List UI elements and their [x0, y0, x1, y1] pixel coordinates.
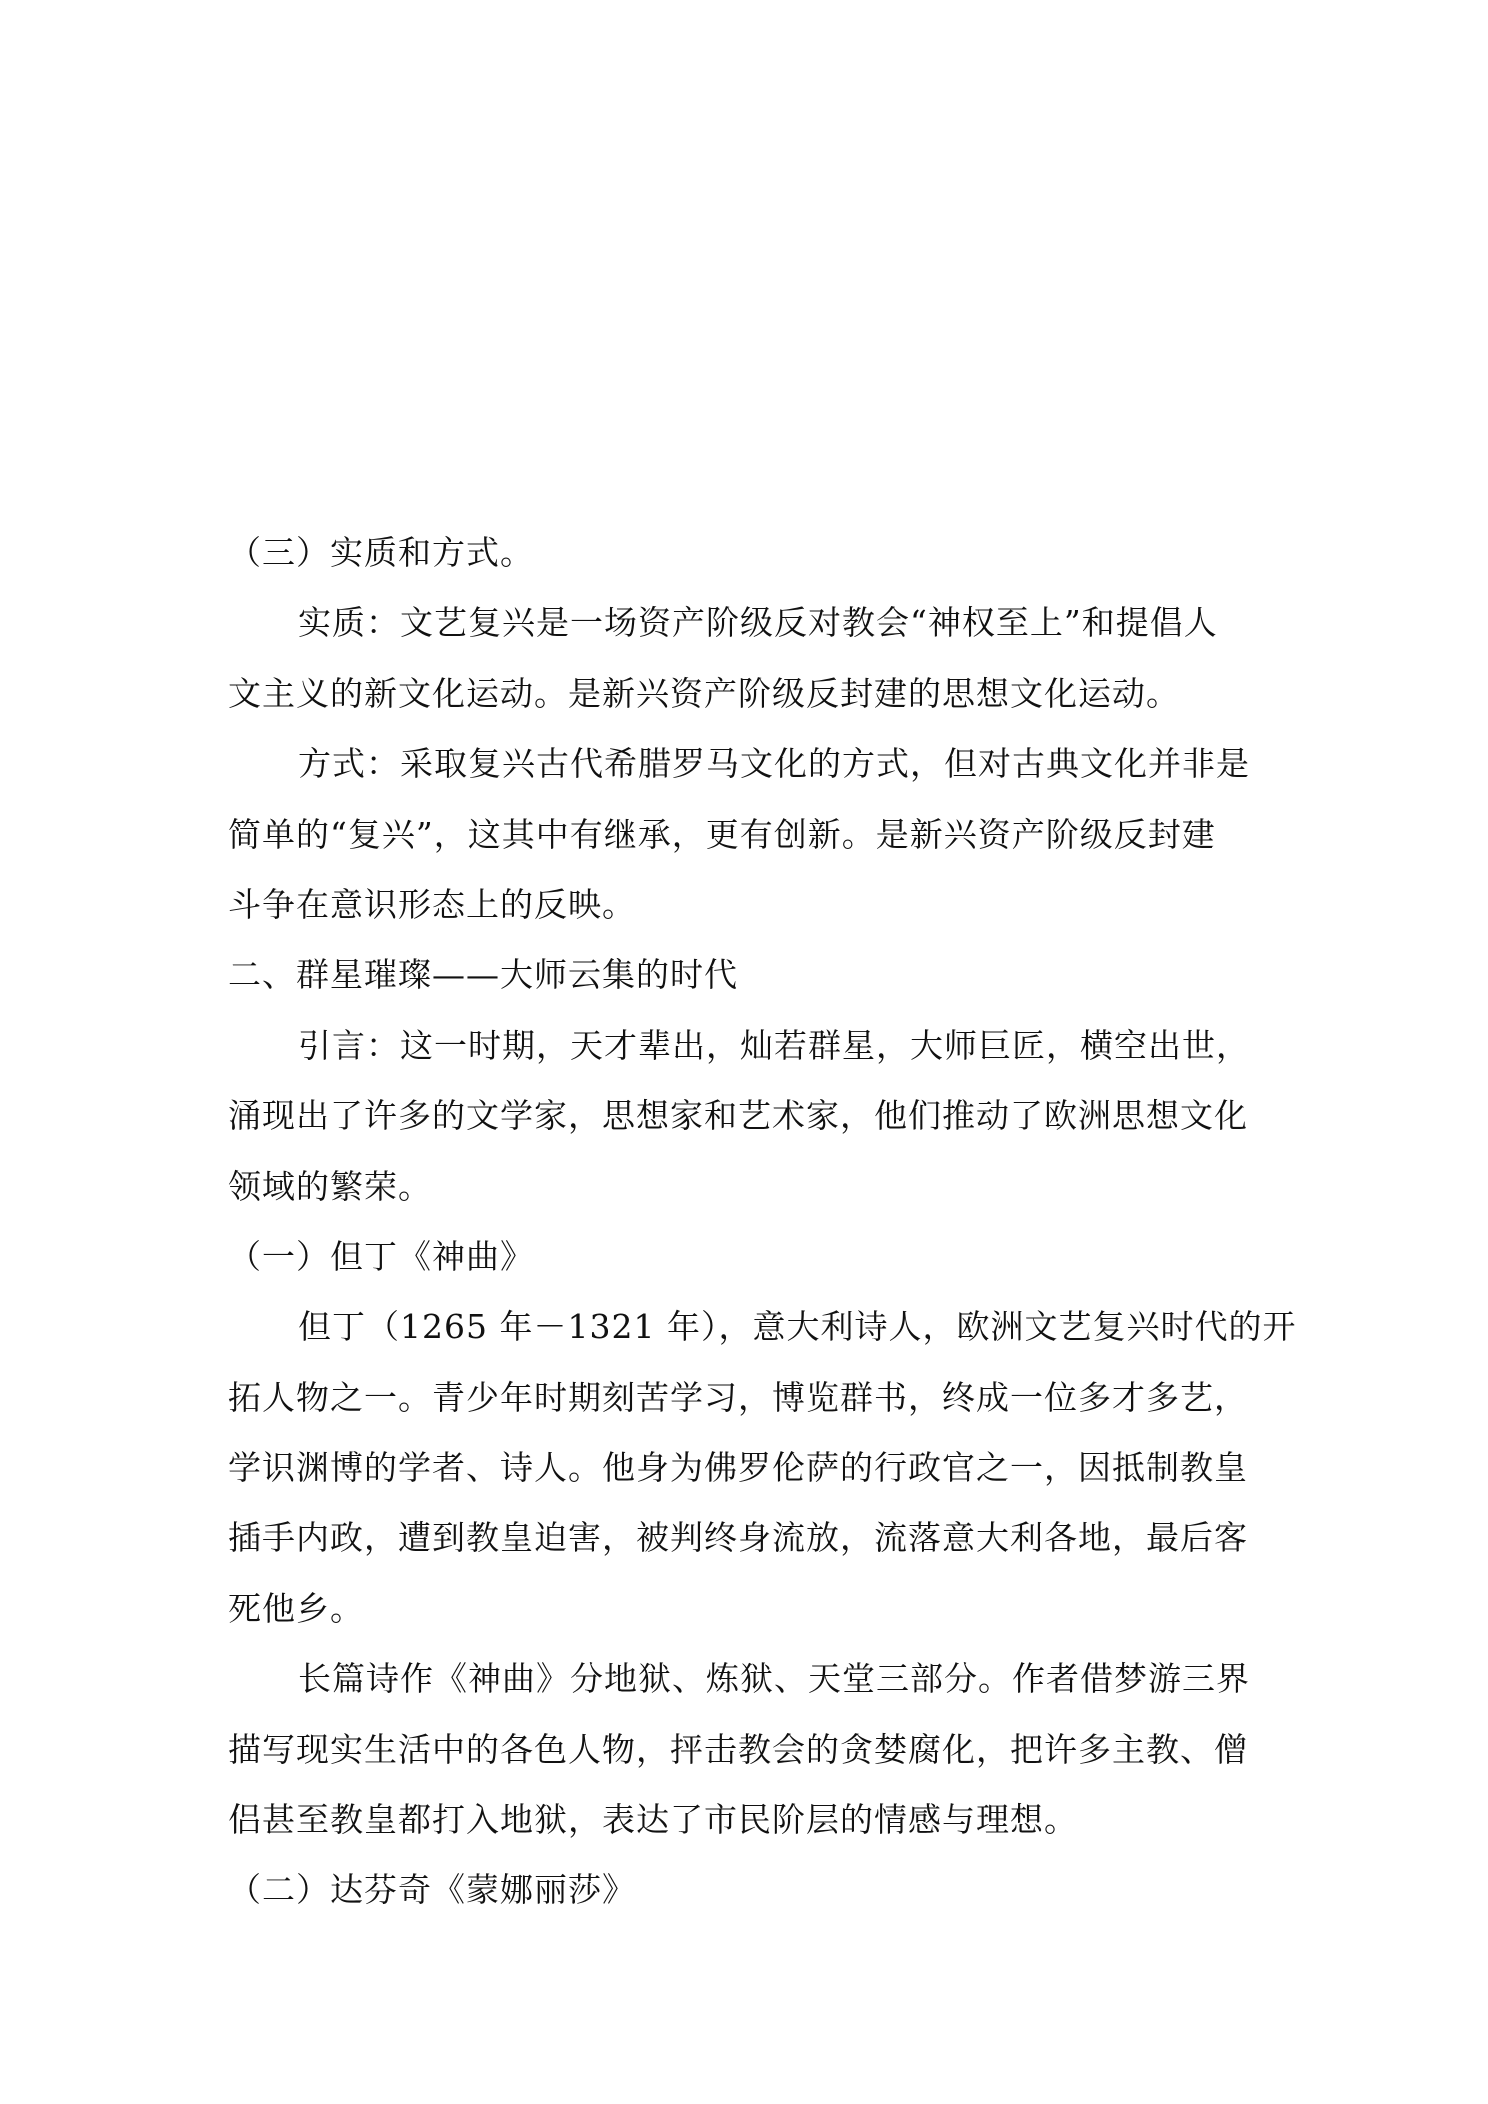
paragraph-divine-comedy-line: 长篇诗作《神曲》分地狱、炼狱、天堂三部分。作者借梦游三界	[298, 1659, 1250, 1699]
paragraph-essence-line: 文主义的新文化运动。是新兴资产阶级反封建的思想文化运动。	[228, 673, 1180, 713]
paragraph-divine-comedy-line: 侣甚至教皇都打入地狱，表达了市民阶层的情感与理想。	[228, 1800, 1078, 1840]
paragraph-intro-line: 涌现出了许多的文学家，思想家和艺术家，他们推动了欧洲思想文化	[228, 1096, 1248, 1136]
paragraph-dante-bio-line: 插手内政，遭到教皇迫害，被判终身流放，流落意大利各地，最后客	[228, 1518, 1248, 1558]
subsection-title-dante: （一）但丁《神曲》	[228, 1236, 534, 1276]
paragraph-dante-bio-line: 拓人物之一。青少年时期刻苦学习，博览群书，终成一位多才多艺，	[228, 1377, 1248, 1417]
heading-essence-and-method: （三）实质和方式。	[228, 533, 534, 572]
section-title-masters: 二、群星璀璨——大师云集的时代	[228, 955, 738, 995]
subsection-title-da-vinci: （二）达芬奇《蒙娜丽莎》	[228, 1870, 636, 1910]
paragraph-dante-bio-line: 学识渊博的学者、诗人。他身为佛罗伦萨的行政官之一，因抵制教皇	[228, 1448, 1248, 1488]
paragraph-intro-line: 领域的繁荣。	[228, 1166, 432, 1206]
paragraph-divine-comedy-line: 描写现实生活中的各色人物，抨击教会的贪婪腐化，把许多主教、僧	[228, 1729, 1248, 1769]
paragraph-method-line: 斗争在意识形态上的反映。	[228, 884, 636, 924]
paragraph-intro-line: 引言：这一时期，天才辈出，灿若群星，大师巨匠，横空出世，	[298, 1025, 1250, 1065]
document-body	[228, 518, 1297, 1926]
paragraph-dante-bio-line: 但丁（1265 年－1321 年），意大利诗人，欧洲文艺复兴时代的开	[298, 1307, 1297, 1347]
paragraph-essence-line: 实质：文艺复兴是一场资产阶级反对教会“神权至上”和提倡人	[298, 603, 1218, 643]
paragraph-method-line: 简单的“复兴”，这其中有继承，更有创新。是新兴资产阶级反封建	[228, 814, 1216, 854]
paragraph-method-line: 方式：采取复兴古代希腊罗马文化的方式，但对古典文化并非是	[298, 744, 1250, 784]
paragraph-dante-bio-line: 死他乡。	[228, 1588, 364, 1628]
